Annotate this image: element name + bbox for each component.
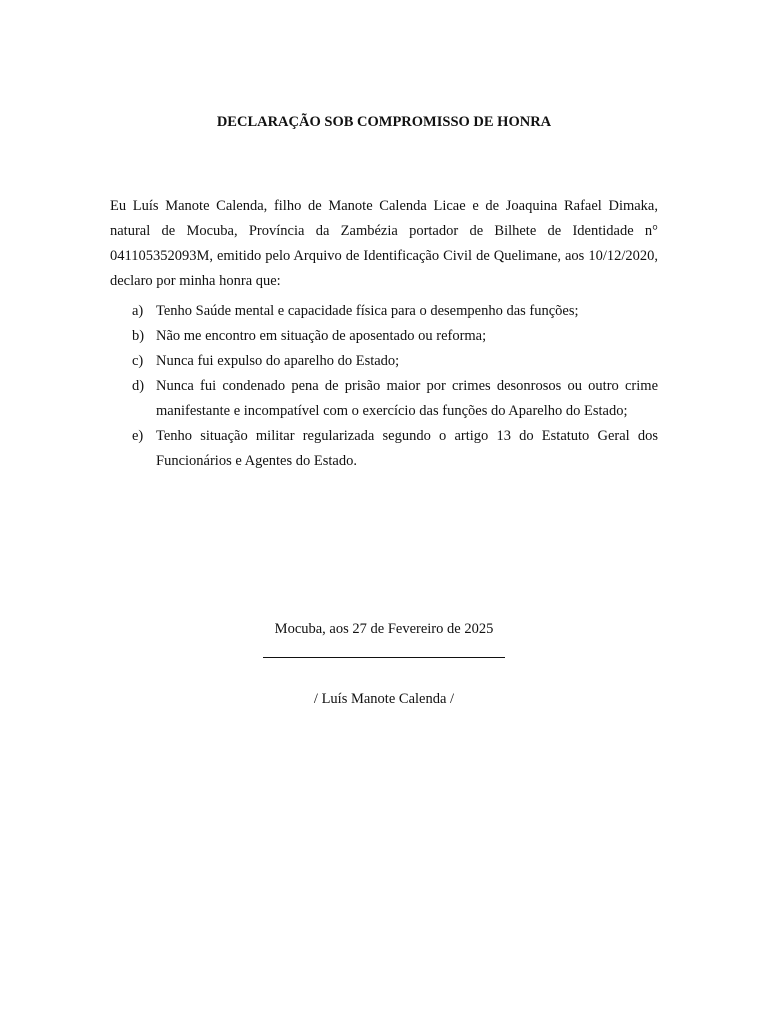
place-and-date: Mocuba, aos 27 de Fevereiro de 2025 bbox=[274, 621, 494, 637]
declaration-list bbox=[110, 299, 658, 474]
list-item-text: Tenho situação militar regularizada segundo o artigo 13 do Estatuto Geral dos Funcionários e Agentes do Estado. bbox=[156, 428, 658, 469]
list-item-text: Tenho Saúde mental e capacidade física para o desempenho das funções; bbox=[156, 303, 579, 319]
list-item bbox=[110, 374, 658, 424]
list-item-text: Nunca fui condenado pena de prisão maior por crimes desonrosos ou outro crime manifestante e incompatível com o exercício das funções do Aparelho do Estado; bbox=[156, 378, 658, 419]
list-item bbox=[110, 324, 658, 349]
list-item-text: Nunca fui expulso do aparelho do Estado; bbox=[156, 353, 400, 369]
list-marker: b) bbox=[132, 328, 145, 344]
list-item bbox=[110, 424, 658, 474]
list-marker: a) bbox=[132, 303, 144, 319]
list-item bbox=[110, 299, 658, 324]
list-marker: e) bbox=[132, 428, 144, 444]
list-marker: c) bbox=[132, 353, 144, 369]
list-marker: d) bbox=[132, 378, 145, 394]
declaration-intro: Eu Luís Manote Calenda, filho de Manote Calenda Licae e de Joaquina Rafael Dimaka, natural de Mocuba, Província da Zambézia portador de Bilhete de Identidade n° 041105352093M, emitido pelo Arquivo de Identificação Civil de Quelimane, aos 10/12/2020, declaro por minha honra que: bbox=[110, 198, 658, 289]
list-item-text: Não me encontro em situação de aposentado ou reforma; bbox=[156, 328, 487, 344]
declaration-body bbox=[110, 194, 658, 474]
list-item bbox=[110, 349, 658, 374]
document-title: DECLARAÇÃO SOB COMPROMISSO DE HONRA bbox=[216, 114, 552, 130]
signer-name: / Luís Manote Calenda / bbox=[313, 691, 455, 707]
signature-line bbox=[263, 657, 505, 658]
